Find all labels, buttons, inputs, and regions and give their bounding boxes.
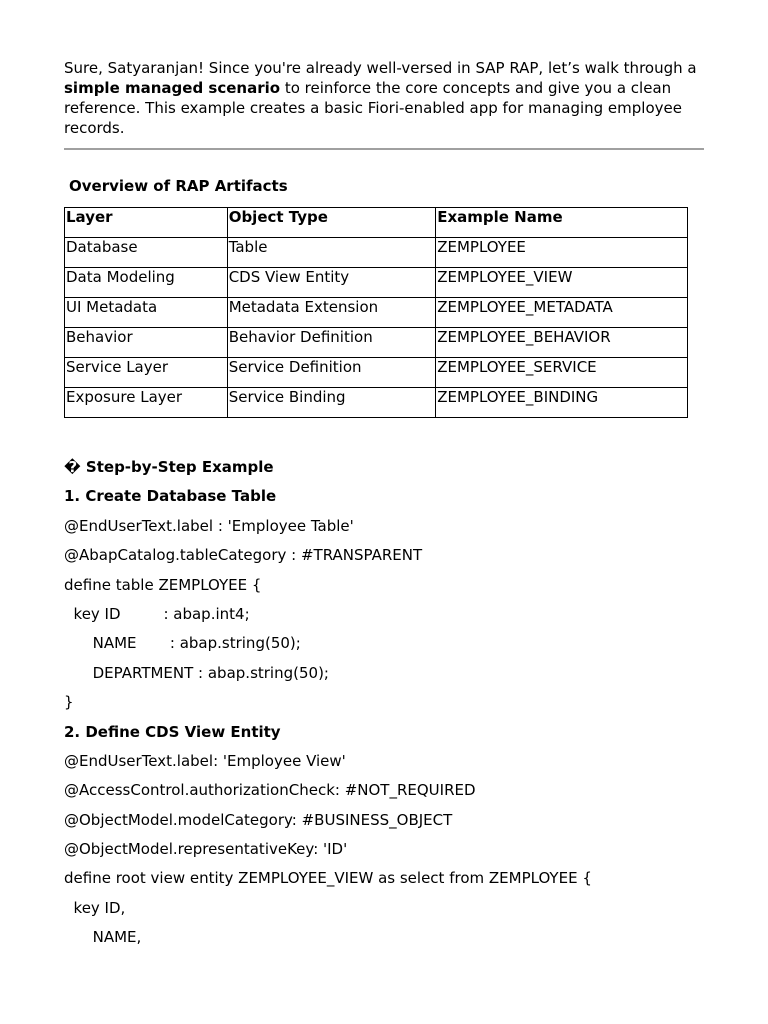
code-line: define table ZEMPLOYEE { [64,575,262,594]
cell-layer: Exposure Layer [65,388,228,418]
table-row [65,298,688,328]
code-line: @AccessControl.authorizationCheck: #NOT_REQUIRED [64,781,476,800]
code-line: NAME : abap.string(50); [64,634,301,653]
cell-example-name: ZEMPLOYEE_BEHAVIOR [436,328,688,358]
code-line: @ObjectModel.modelCategory: #BUSINESS_OBJECT [64,810,453,829]
step-by-step-heading: � Step-by-Step Example [64,458,274,476]
table-row [65,358,688,388]
intro-paragraph [64,58,714,138]
cell-object-type: Behavior Definition [227,328,436,358]
cell-example-name: ZEMPLOYEE_METADATA [436,298,688,328]
cell-object-type: Table [227,238,436,268]
intro-text-after: to reinforce the core concepts and give you a clean reference. This example creates a basic Fiori-enabled app for managing employee records. [64,79,682,137]
cell-object-type: CDS View Entity [227,268,436,298]
cell-layer: Behavior [65,328,228,358]
table-row [65,268,688,298]
cell-layer: Service Layer [65,358,228,388]
intro-emphasis: simple managed scenario [64,79,281,97]
overview-title: Overview of RAP Artifacts [69,177,288,195]
document-body [64,457,744,957]
code-line: NAME, [64,928,142,947]
cell-object-type: Service Binding [227,388,436,418]
table-row [65,238,688,268]
header-object-type: Object Type [227,208,436,238]
table-row [65,328,688,358]
intro-text-before: Sure, Satyaranjan! Since you're already well-versed in SAP RAP, let’s walk through a [64,59,697,77]
cell-example-name: ZEMPLOYEE_BINDING [436,388,688,418]
code-line: @EndUserText.label: 'Employee View' [64,751,346,770]
cell-example-name: ZEMPLOYEE [436,238,688,268]
step2-heading: 2. Define CDS View Entity [64,722,281,741]
cell-object-type: Service Definition [227,358,436,388]
step1-heading: 1. Create Database Table [64,487,277,506]
code-line: define root view entity ZEMPLOYEE_VIEW as select from ZEMPLOYEE { [64,869,592,888]
artifacts-table [64,207,688,418]
code-line: @AbapCatalog.tableCategory : #TRANSPARENT [64,546,423,565]
table-row [65,388,688,418]
cell-layer: Database [65,238,228,268]
code-line: @EndUserText.label : 'Employee Table' [64,516,354,535]
cell-layer: UI Metadata [65,298,228,328]
code-line: key ID, [64,898,126,917]
horizontal-divider [64,148,704,150]
cell-layer: Data Modeling [65,268,228,298]
code-line: key ID : abap.int4; [64,604,250,623]
cell-example-name: ZEMPLOYEE_SERVICE [436,358,688,388]
header-example-name: Example Name [436,208,688,238]
code-line: @ObjectModel.representativeKey: 'ID' [64,840,348,859]
header-layer: Layer [65,208,228,238]
code-line: DEPARTMENT : abap.string(50); [64,663,329,682]
cell-example-name: ZEMPLOYEE_VIEW [436,268,688,298]
code-line: } [64,693,74,712]
cell-object-type: Metadata Extension [227,298,436,328]
table-header-row [65,208,688,238]
